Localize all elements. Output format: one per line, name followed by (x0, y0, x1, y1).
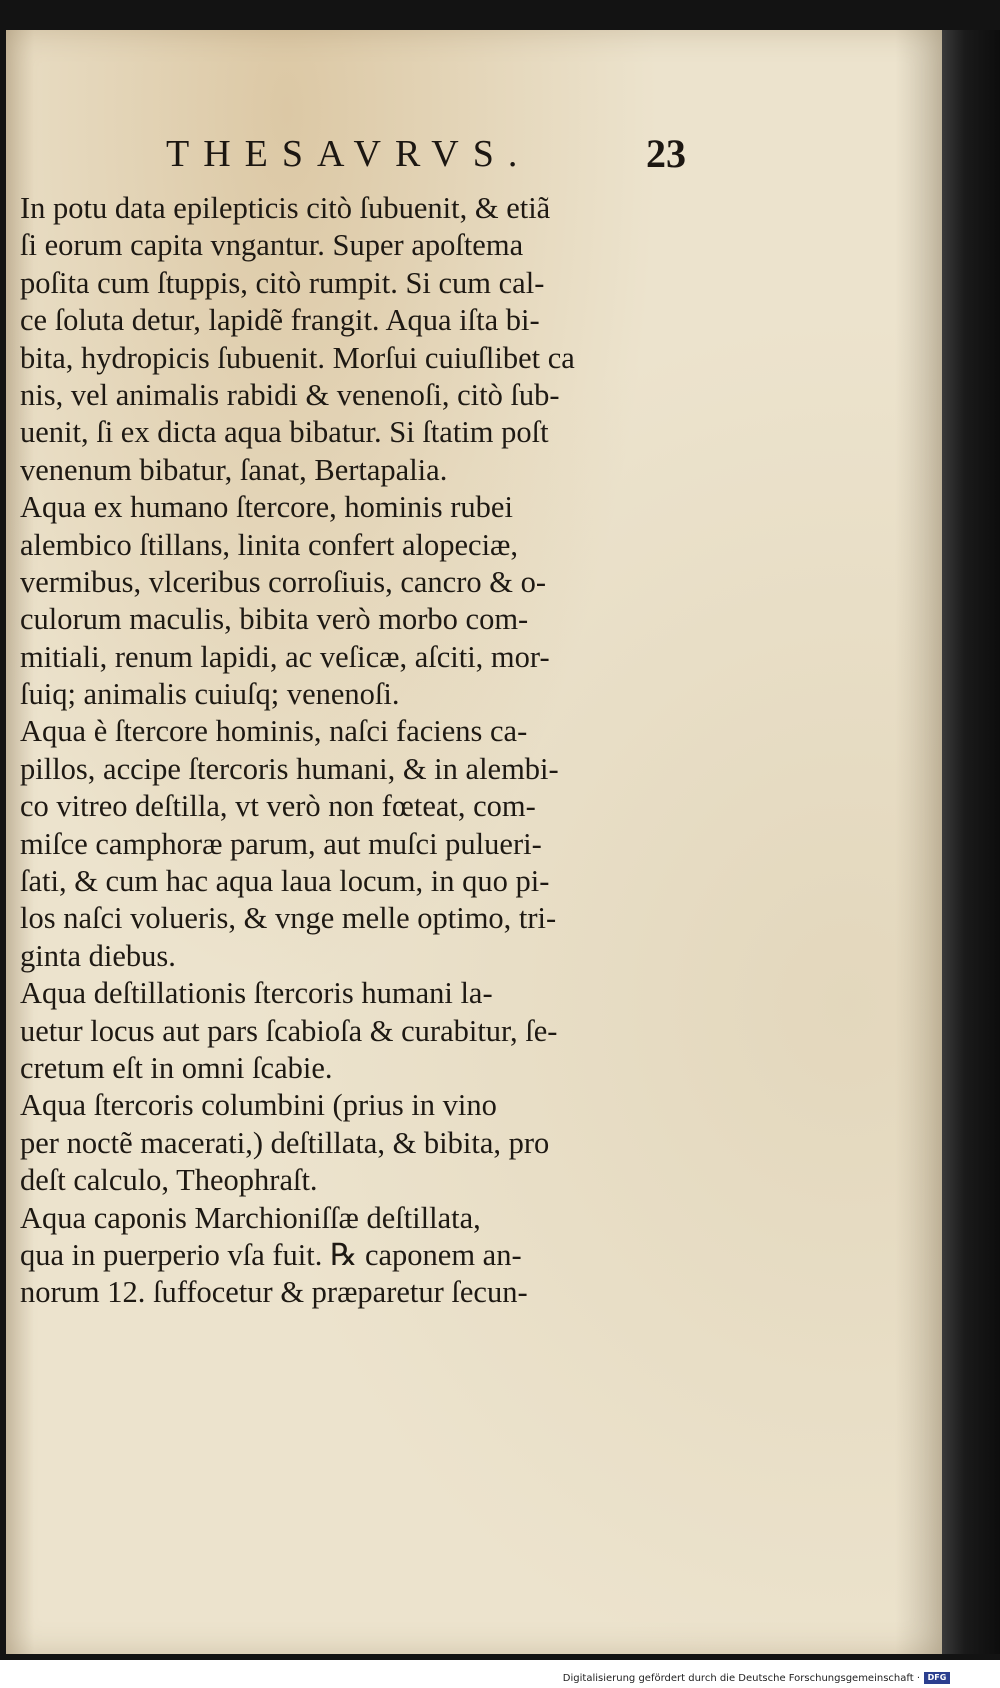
text-line: norum 12. ſuffocetur & præparetur ſecun- (20, 1275, 528, 1310)
text-line: venenum bibatur, ſanat, Bertapalia. (20, 452, 448, 487)
text-line: ce ſoluta detur, lapidẽ frangit. Aqua iſta bi- (20, 303, 540, 338)
text-line: poſita cum ſtuppis, citò rumpit. Si cum cal- (20, 265, 545, 300)
text-line: vermibus, vlceribus corroſiuis, cancro & o- (20, 564, 546, 599)
book-page (6, 30, 942, 1654)
running-head (6, 100, 942, 176)
text-line: deſt calculo, Theophraſt. (20, 1163, 318, 1198)
text-line: los naſci volueris, & vnge melle optimo, tri- (20, 901, 557, 936)
text-line: Aqua caponis Marchioniſſæ deſtillata, (20, 1200, 481, 1235)
text-line: per noctẽ macerati,) deſtillata, & bibita, pro (20, 1125, 550, 1160)
text-line: ſuiq; animalis cuiuſq; venenoſi. (20, 677, 400, 712)
text-line: ſi eorum capita vngantur. Super apoſtema (20, 228, 524, 263)
text-line: nis, vel animalis rabidi & venenoſi, citò ſub- (20, 377, 560, 412)
text-line: uetur locus aut pars ſcabioſa & curabitur, ſe- (20, 1013, 558, 1048)
text-line: ginta diebus. (20, 938, 176, 973)
text-line: alembico ſtillans, linita confert alopeciæ, (20, 527, 519, 562)
text-line: In potu data epilepticis citò ſubuenit, & etiã (20, 191, 551, 225)
text-line: uenit, ſi ex dicta aqua bibatur. Si ſtatim poſt (20, 415, 549, 450)
text-line: co vitreo deſtilla, vt verò non fœteat, com- (20, 789, 536, 824)
text-line: Aqua deſtillationis ſtercoris humani la- (20, 976, 493, 1011)
book-spine-shadow (942, 30, 1000, 1654)
page-number: 23 (646, 131, 686, 176)
text-line: miſce camphoræ parum, aut muſci pulueri- (20, 826, 542, 861)
footer-credit: Digitalisierung gefördert durch die Deutsche Forschungsgemeinschaft · (562, 1673, 920, 1684)
text-line: ſati, & cum hac aqua laua locum, in quo pi- (20, 864, 550, 899)
text-line: bita, hydropicis ſubuenit. Morſui cuiuſlibet ca (20, 340, 575, 375)
text-line: pillos, accipe ſtercoris humani, & in alembi- (20, 751, 559, 786)
text-line: mitiali, renum lapidi, ac veſicæ, aſciti, mor- (20, 639, 550, 674)
text-line: cretum eſt in omni ſcabie. (20, 1050, 333, 1085)
text-line: Aqua ex humano ſtercore, hominis rubei (20, 490, 513, 525)
text-line: culorum maculis, bibita verò morbo com- (20, 602, 529, 637)
text-line: Aqua è ſtercore hominis, naſci faciens ca- (20, 714, 528, 749)
text-line: Aqua ſtercoris columbini (prius in vino (20, 1088, 497, 1123)
text-line: qua in puerperio vſa fuit. ℞ caponem an- (20, 1237, 522, 1272)
body-text (20, 190, 680, 1312)
dfg-logo: DFG (924, 1672, 950, 1684)
running-head-title: THESAVRVS. (166, 133, 532, 175)
